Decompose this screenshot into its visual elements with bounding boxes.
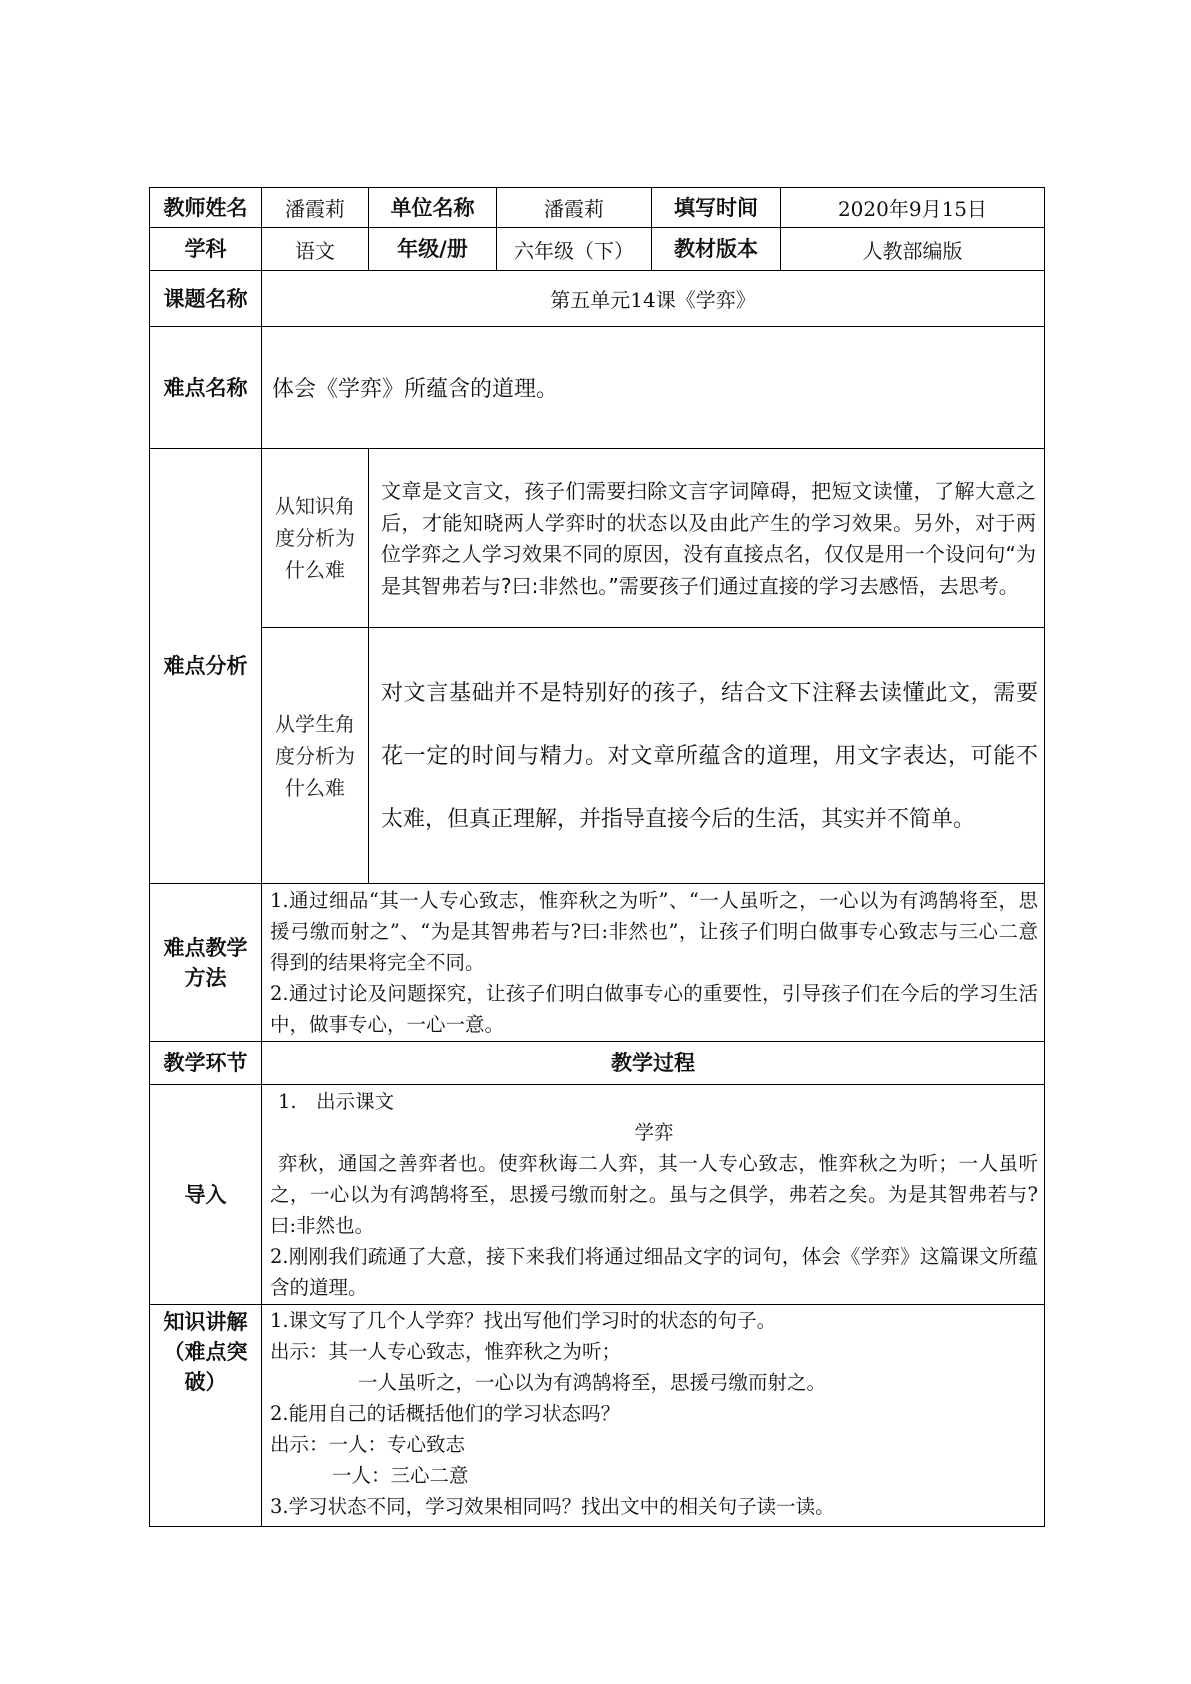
student-angle-text: 对文言基础并不是特别好的孩子，结合文下注释去读懂此文，需要花一定的时间与精力。对文章所蕴含的道理，用文字表达，可能不太难，但真正理解，并指导直接今后的生活，其实并不简单。 [369, 628, 1045, 884]
fill-date-value: 2020年9月15日 [781, 188, 1045, 228]
edition-value: 人教部编版 [781, 228, 1045, 271]
grade-value: 六年级（下） [497, 228, 652, 271]
student-angle-label: 从学生角度分析为什么难 [262, 628, 369, 884]
intro-step-2: 2.刚刚我们疏通了大意，接下来我们将通过细品文字的词句，体会《学弈》这篇课文所蕴含的道理。 [270, 1245, 1038, 1299]
show-1b: 一人虽听之，一心以为有鸿鹄将至，思援弓缴而射之。 [358, 1371, 827, 1394]
text-title: 学弈 [634, 1121, 674, 1144]
knowledge-angle-text: 文章是文言文，孩子们需要扫除文言字词障碍，把短文读懂，了解大意之后，才能知晓两人学弈时的状态以及由此产生的学习效果。另外，对于两位学弈之人学习效果不同的原因，没有直接点名，仅仅是用一个设问句“为是其智弗若与?曰:非然也。”需要孩子们通过直接的学习去感悟，去思考。 [369, 449, 1045, 628]
subject-value: 语文 [262, 228, 369, 271]
difficulty-value: 体会《学弈》所蕴含的道理。 [262, 327, 1045, 449]
fill-date-label: 填写时间 [652, 188, 781, 228]
analysis-student-row [150, 628, 1045, 884]
method-content [262, 884, 1045, 1042]
knowledge-content [262, 1305, 1045, 1527]
question-2: 2.能用自己的话概括他们的学习状态吗？ [270, 1402, 621, 1425]
knowledge-label: 知识讲解（难点突破） [150, 1305, 262, 1527]
intro-step-1: 1. 出示课文 [278, 1090, 395, 1113]
topic-row [150, 271, 1045, 327]
analysis-knowledge-row [150, 449, 1045, 628]
analysis-label: 难点分析 [150, 449, 262, 884]
intro-row [150, 1085, 1045, 1305]
show-2b: 一人：三心二意 [332, 1464, 469, 1487]
knowledge-row [150, 1305, 1045, 1527]
knowledge-angle-label: 从知识角度分析为什么难 [262, 449, 369, 628]
process-header: 教学过程 [262, 1042, 1045, 1085]
show-1a: 出示：其一人专心致志，惟弈秋之为听； [270, 1340, 622, 1363]
unit-name-value: 潘霞莉 [497, 188, 652, 228]
edition-label: 教材版本 [652, 228, 781, 271]
question-1: 1.课文写了几个人学弈？找出写他们学习时的状态的句子。 [270, 1309, 777, 1332]
method-item-1: 1.通过细品“其一人专心致志，惟弈秋之为听”、“一人虽听之，一心以为有鸿鹄将至，思援弓缴而射之”、“为是其智弗若与?曰:非然也”，让孩子们明白做事专心致志与三心二意得到的结果将完全不同。 [270, 889, 1038, 974]
intro-label: 导入 [150, 1085, 262, 1305]
question-3: 3.学习状态不同，学习效果相同吗？找出文中的相关句子读一读。 [270, 1495, 835, 1518]
intro-content [262, 1085, 1045, 1305]
subject-row [150, 228, 1045, 271]
grade-label: 年级/册 [369, 228, 497, 271]
difficulty-label: 难点名称 [150, 327, 262, 449]
method-label: 难点教学方法 [150, 884, 262, 1042]
method-item-2: 2.通过讨论及问题探究，让孩子们明白做事专心的重要性，引导孩子们在今后的学习生活中，做事专心，一心一意。 [270, 982, 1038, 1036]
method-row [150, 884, 1045, 1042]
topic-value: 第五单元14课《学弈》 [262, 271, 1045, 327]
process-header-row [150, 1042, 1045, 1085]
lesson-plan-table [149, 187, 1045, 1527]
text-body: 弈秋，通国之善弈者也。使弈秋诲二人弈，其一人专心致志，惟弈秋之为听；一人虽听之，一心以为有鸿鹄将至，思援弓缴而射之。虽与之俱学，弗若之矣。为是其智弗若与?曰:非然也。 [270, 1152, 1038, 1237]
subject-label: 学科 [150, 228, 262, 271]
unit-name-label: 单位名称 [369, 188, 497, 228]
topic-label: 课题名称 [150, 271, 262, 327]
show-2a: 出示：一人：专心致志 [270, 1433, 466, 1456]
teacher-row [150, 188, 1045, 228]
difficulty-row [150, 327, 1045, 449]
teacher-name-value: 潘霞莉 [262, 188, 369, 228]
teacher-name-label: 教师姓名 [150, 188, 262, 228]
stage-header: 教学环节 [150, 1042, 262, 1085]
